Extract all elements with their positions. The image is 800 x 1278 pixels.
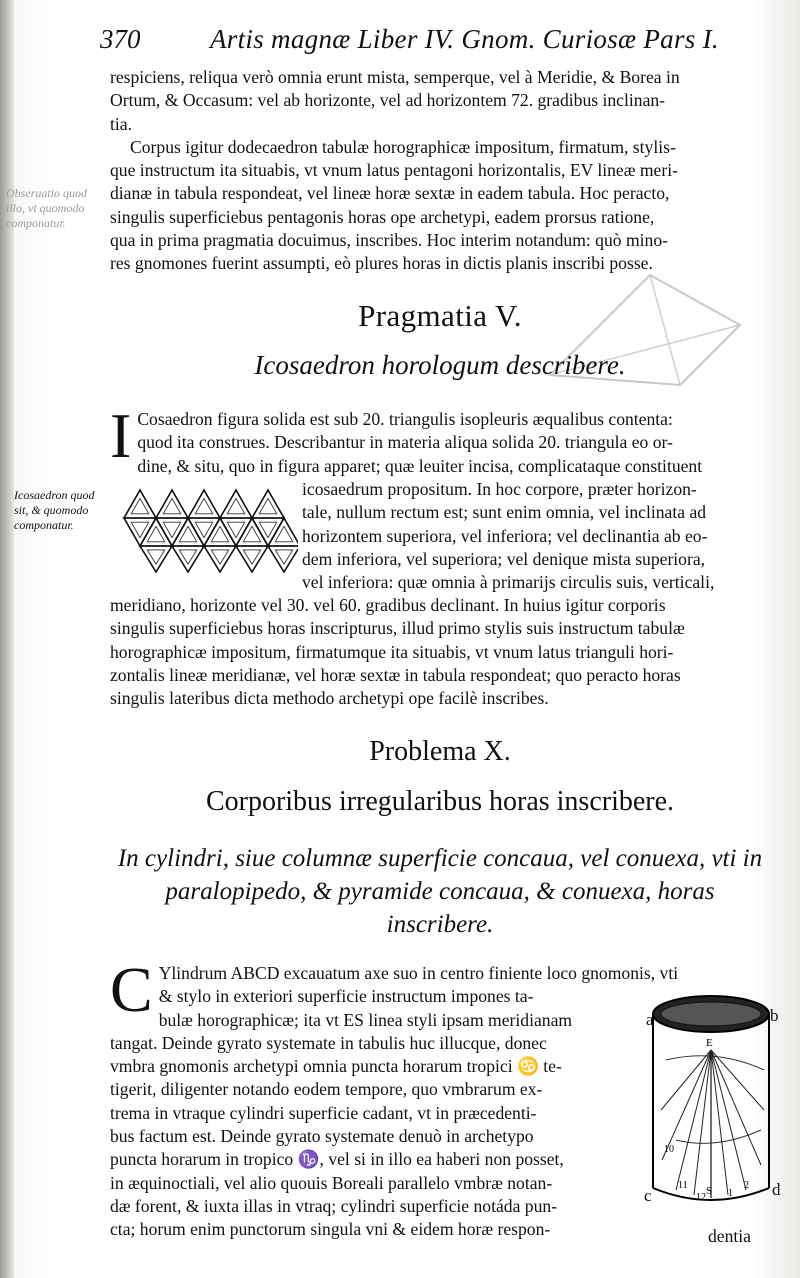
text-line: icosaedrum propositum. In hoc corpore, præter horizon- [302,479,697,499]
icosaedron-margin-note [14,488,95,533]
label-s: S [706,1185,713,1197]
running-header [100,24,720,64]
text-line: respiciens, reliqua verò omnia erunt mista, semperque, vel à Meridie, & Borea in [110,67,680,87]
hour-label: 11 [678,1180,688,1191]
pragmatia-subtitle: Icosaedron horologum describere. [254,350,626,380]
note-line: Obseruatio quod [6,186,87,200]
text-line: meridiano, horizonte vel 30. vel 60. gradibus declinant. In huius igitur corporis [110,595,666,615]
text-line: dæ forent, & iuxta illas in vtraq; cylindri superficie notáda pun- [110,1195,558,1216]
note-line: Icosaedron quod [14,488,95,502]
catchword: dentia [708,1226,751,1246]
text-line: qua in prima pragmatia docuimus, inscribes. Hoc interim notandum: quò mino- [110,230,669,251]
text-line: dem inferiora, vel superiora; vel denique mista superiora, [302,548,706,569]
label-d: d [772,1180,781,1199]
note-line: componatur. [14,518,74,532]
text-line: Cosaedron figura solida est sub 20. triangulis isopleuris æqualibus contenta: [137,409,673,429]
section1-text [110,66,770,276]
text-line: bus factum est. Deinde gyrato systemate denuò in archetypo [110,1126,534,1147]
text-line: bulæ horographicæ; ita vt ES linea styli ipsam meridianam [158,1009,573,1030]
subheading-line: paralopipedo, & pyramide concaua, & conuexa, horas [165,878,715,905]
text-line: Ortum, & Occasum: vel ab horizonte, vel ad horizontem 72. gradibus inclinan- [110,90,666,111]
pragmatia-title: Pragmatia V. [358,298,522,333]
text-line: dianæ in tabula respondeat, vel lineæ horæ sextæ in eadem tabula. Hoc peracto, [110,183,670,204]
text-line: trema in vtraque cylindri superficie cadant, vt in præcedenti- [110,1102,537,1123]
section2-bottom [110,594,770,710]
text-line: singulis superficiebus horas inscripturus, illud primo stylis suis instructum tabulæ [110,618,685,639]
running-title: Artis magnæ Liber IV. Gnom. Curiosæ Pars I. [210,24,719,54]
problema-subheading [100,842,780,941]
text-line: tia. [110,113,132,134]
label-b: b [770,1006,779,1025]
hour-label: 2 [744,1180,749,1191]
text-line: in æquinoctiali, vel alio quouis Boreali parallelo vmbræ notan- [110,1172,553,1193]
text-line: Ylindrum ABCD excauatum axe suo in centro finiente loco gnomonis, vti [158,963,679,983]
text-line: puncta horarum in tropico ♑, vel si in illo ea haberi non posset, [110,1149,564,1170]
text-line: Corpus igitur dodecaedron tabulæ horographicæ impositum, firmatum, stylis- [130,136,676,157]
text-line: que instructum ita situabis, vt vnum latus pentagoni horizontalis, EV lineæ meri- [110,160,678,181]
text-line: singulis superficiebus pentagonis horas ope archetypi, eadem prorsus ratione, [110,206,655,227]
note-line: componatur. [6,216,66,230]
text-line: vel inferiora: quæ omnia à primarijs circulis suis, verticali, [302,572,715,593]
note-line: illo, vt quomodo [6,201,85,215]
note-line: sit, & quomodo [14,503,89,517]
text-line: horographicæ impositum, firmatumque ita situabis, vt vnum latus trianguli hori- [110,641,674,662]
text-line: vmbra gnomonis archetypi omnia puncta horarum tropici ♋ te- [110,1056,562,1077]
bleed-through-note [6,186,87,231]
hour-label: 1 [728,1188,733,1199]
problema-title: Problema X. [369,736,511,767]
text-line: tangat. Deinde gyrato systemate in tabulis huc illucque, donec [110,1032,547,1053]
text-line: cta; horum enim punctorum singula vni & eidem horæ respon- [110,1219,551,1240]
hour-label: 12 [696,1192,706,1203]
text-line: tigerit, diligenter notando eodem tempore, quo vmbrarum ex- [110,1079,543,1100]
text-line: & stylo in exteriori superficie instructum impones ta- [158,986,534,1007]
text-line: singulis lateribus dicta methodo archetypi ope facilè inscribes. [110,688,549,709]
text-line: res gnomones fuerint assumpti, eò plures horas in dictis planis inscribi posse. [110,253,653,274]
text-line: horizontem superiora, vel inferiora; vel declinantia ab eo- [302,525,708,546]
page-number: 370 [100,24,141,54]
subheading-line: inscribere. [386,911,494,938]
section2-top [110,400,770,478]
icosaedron-net-figure [118,488,298,576]
problema-subtitle: Corporibus irregularibus horas inscribere. [205,786,675,817]
text-line: dine, & situ, quo in figura apparet; quæ leuiter incisa, complicataque constituent [137,455,703,476]
label-e: E [706,1037,713,1049]
label-a: a [646,1010,654,1029]
drop-cap: I [110,400,132,471]
hour-label: 10 [664,1144,674,1155]
cylinder-figure [636,990,786,1218]
subheading-line: In cylindri, siue columnæ superficie concaua, vel conuexa, vti in [117,845,763,872]
text-line: zontalis lineæ meridianæ, vel horæ sextæ in tabula respondeat; quo peracto horas [110,664,681,685]
label-c: c [644,1186,652,1205]
section2-narrow [302,478,770,594]
drop-cap: C [110,954,153,1025]
text-line: quod ita construes. Describantur in materia aliqua solida 20. triangula eo or- [137,432,673,453]
text-line: tale, nullum rectum est; sunt enim omnia, vel inclinata ad [302,502,707,523]
